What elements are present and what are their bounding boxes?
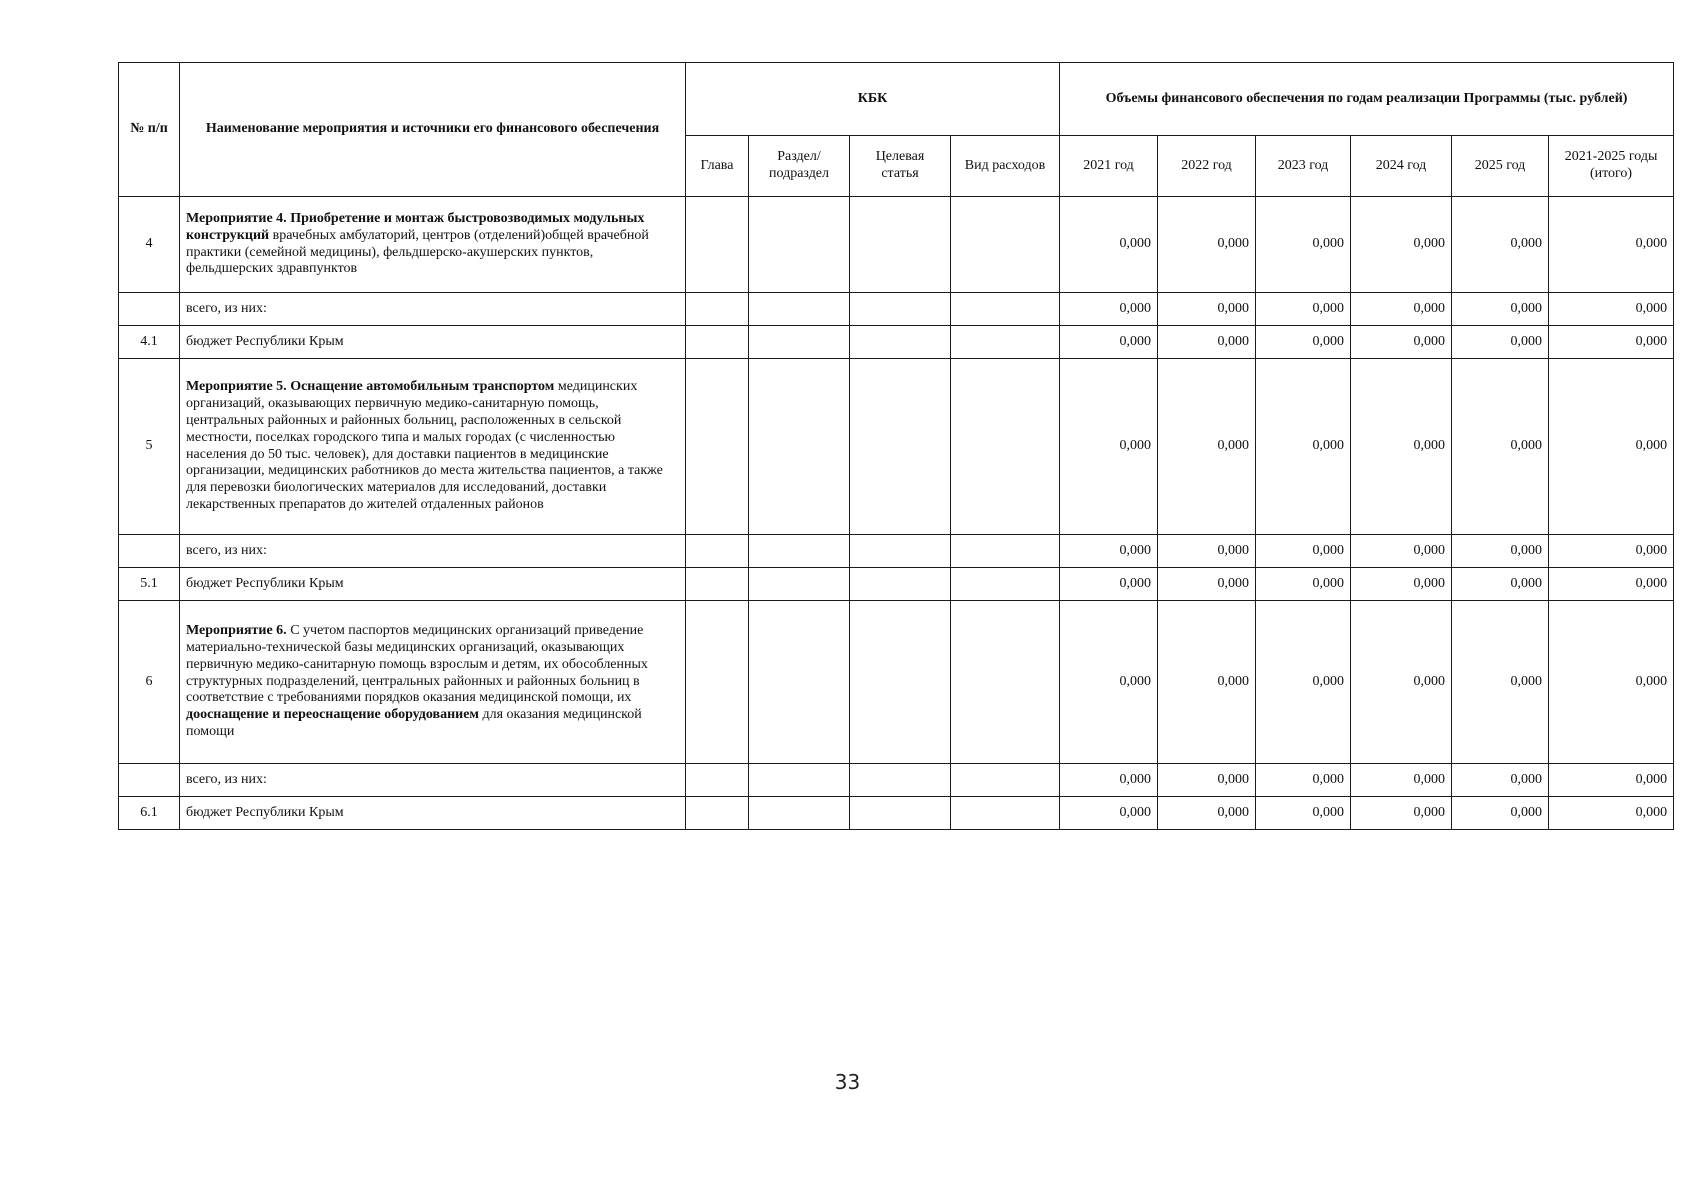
header-kbk-chapter: Глава <box>686 136 749 197</box>
row-num: 5 <box>119 359 180 535</box>
kbk-cell <box>686 568 749 601</box>
row-name: бюджет Республики Крым <box>180 797 686 830</box>
row-text-tail: для оказания медицинской помощи <box>186 707 642 739</box>
kbk-cell <box>686 326 749 359</box>
table-row <box>119 764 1674 797</box>
row-title: Мероприятие 6. <box>186 623 287 639</box>
kbk-cell <box>749 293 850 326</box>
row-title-rest: Приобретение и монтаж быстровозводимых модульных конструкций <box>186 210 645 243</box>
table-row <box>119 568 1674 601</box>
value-2021: 0,000 <box>1060 568 1158 601</box>
kbk-cell <box>850 326 951 359</box>
header-year-2025: 2025 год <box>1452 136 1549 197</box>
value-2022: 0,000 <box>1158 535 1256 568</box>
table-row <box>119 535 1674 568</box>
kbk-cell <box>850 359 951 535</box>
row-num: 6.1 <box>119 797 180 830</box>
value-2025: 0,000 <box>1452 568 1549 601</box>
kbk-cell <box>749 535 850 568</box>
value-2021: 0,000 <box>1060 764 1158 797</box>
row-num <box>119 535 180 568</box>
kbk-cell <box>850 764 951 797</box>
row-text: С учетом паспортов медицинских организаций приведение материально-технической базы медицинских организаций, оказывающих первичную медико-санитарную помощь взрослым и детям, их обособленных структурных подразделений, центральных районных и районных больниц в соответствие с требованиями порядков оказания медицинской помощи, их <box>186 623 648 706</box>
kbk-cell <box>686 535 749 568</box>
table-row <box>119 601 1674 764</box>
kbk-cell <box>951 326 1060 359</box>
value-2022: 0,000 <box>1158 293 1256 326</box>
value-2021: 0,000 <box>1060 797 1158 830</box>
row-title: Мероприятие 4. <box>186 210 287 226</box>
kbk-cell <box>686 359 749 535</box>
kbk-cell <box>749 326 850 359</box>
value-2025: 0,000 <box>1452 197 1549 293</box>
row-text: врачебных амбулаторий, центров (отделений)общей врачебной практики (семейной медицины), фельдшерско-акушерских пунктов, фельдшерских здравпунктов <box>186 227 649 277</box>
header-kbk-type: Вид расходов <box>951 136 1060 197</box>
table-row <box>119 797 1674 830</box>
value-2024: 0,000 <box>1351 359 1452 535</box>
row-num <box>119 293 180 326</box>
value-2024: 0,000 <box>1351 293 1452 326</box>
header-year-2021: 2021 год <box>1060 136 1158 197</box>
kbk-cell <box>850 197 951 293</box>
header-num: № п/п <box>119 63 180 197</box>
header-kbk: КБК <box>686 63 1060 136</box>
header-volumes: Объемы финансового обеспечения по годам реализации Программы (тыс. рублей) <box>1060 63 1674 136</box>
kbk-cell <box>749 197 850 293</box>
value-2021: 0,000 <box>1060 326 1158 359</box>
row-text-bold: дооснащение и переоснащение оборудованием <box>186 707 479 723</box>
value-2023: 0,000 <box>1256 197 1351 293</box>
kbk-cell <box>951 359 1060 535</box>
row-title: Мероприятие 5. <box>186 379 287 395</box>
value-2023: 0,000 <box>1256 535 1351 568</box>
value-2021: 0,000 <box>1060 293 1158 326</box>
header-kbk-article: Целевая статья <box>850 136 951 197</box>
value-total: 0,000 <box>1549 764 1674 797</box>
value-2022: 0,000 <box>1158 797 1256 830</box>
value-2025: 0,000 <box>1452 535 1549 568</box>
kbk-cell <box>951 568 1060 601</box>
value-2022: 0,000 <box>1158 568 1256 601</box>
kbk-cell <box>951 601 1060 764</box>
kbk-cell <box>951 764 1060 797</box>
row-name: всего, из них: <box>180 293 686 326</box>
value-total: 0,000 <box>1549 601 1674 764</box>
header-kbk-section: Раздел/ подраздел <box>749 136 850 197</box>
value-2024: 0,000 <box>1351 764 1452 797</box>
value-2022: 0,000 <box>1158 197 1256 293</box>
kbk-cell <box>686 293 749 326</box>
header-total: 2021-2025 годы (итого) <box>1549 136 1674 197</box>
value-2022: 0,000 <box>1158 764 1256 797</box>
row-num: 4 <box>119 197 180 293</box>
kbk-cell <box>686 764 749 797</box>
value-2023: 0,000 <box>1256 764 1351 797</box>
value-2021: 0,000 <box>1060 359 1158 535</box>
table-row <box>119 359 1674 535</box>
kbk-cell <box>951 197 1060 293</box>
value-2024: 0,000 <box>1351 535 1452 568</box>
kbk-cell <box>686 601 749 764</box>
kbk-cell <box>850 535 951 568</box>
header-year-2024: 2024 год <box>1351 136 1452 197</box>
value-2023: 0,000 <box>1256 601 1351 764</box>
kbk-cell <box>749 764 850 797</box>
value-2023: 0,000 <box>1256 568 1351 601</box>
financing-table <box>118 62 1674 830</box>
row-text: медицинских организаций, оказывающих первичную медико-санитарную помощь, центральных районных и районных больниц, расположенных в сельской местности, поселках городского типа и малых городах (с численностью населения до 50 тыс. человек), для доставки пациентов в медицинские организации, медицинских работников до места жительства пациентов, а также для перевозки биологических материалов для исследований, доставки лекарственных препаратов до жителей отдаленных районов <box>186 379 663 512</box>
value-2021: 0,000 <box>1060 535 1158 568</box>
value-total: 0,000 <box>1549 197 1674 293</box>
value-2023: 0,000 <box>1256 797 1351 830</box>
value-2024: 0,000 <box>1351 797 1452 830</box>
row-title-rest: Оснащение автомобильным транспортом <box>286 379 555 395</box>
value-2025: 0,000 <box>1452 359 1549 535</box>
kbk-cell <box>951 797 1060 830</box>
table-row <box>119 197 1674 293</box>
value-2024: 0,000 <box>1351 601 1452 764</box>
value-2023: 0,000 <box>1256 359 1351 535</box>
value-2025: 0,000 <box>1452 326 1549 359</box>
value-total: 0,000 <box>1549 797 1674 830</box>
kbk-cell <box>850 293 951 326</box>
value-2022: 0,000 <box>1158 601 1256 764</box>
table-row <box>119 293 1674 326</box>
page-number: 33 <box>834 1070 861 1094</box>
value-total: 0,000 <box>1549 293 1674 326</box>
kbk-cell <box>686 197 749 293</box>
kbk-cell <box>951 293 1060 326</box>
table-row <box>119 326 1674 359</box>
value-2025: 0,000 <box>1452 764 1549 797</box>
row-name: бюджет Республики Крым <box>180 568 686 601</box>
kbk-cell <box>749 601 850 764</box>
row-name: всего, из них: <box>180 535 686 568</box>
value-total: 0,000 <box>1549 326 1674 359</box>
row-num: 5.1 <box>119 568 180 601</box>
value-2024: 0,000 <box>1351 326 1452 359</box>
value-2023: 0,000 <box>1256 293 1351 326</box>
kbk-cell <box>951 535 1060 568</box>
row-num: 4.1 <box>119 326 180 359</box>
kbk-cell <box>850 797 951 830</box>
value-total: 0,000 <box>1549 535 1674 568</box>
value-2022: 0,000 <box>1158 359 1256 535</box>
kbk-cell <box>749 797 850 830</box>
kbk-cell <box>850 601 951 764</box>
header-year-2023: 2023 год <box>1256 136 1351 197</box>
row-num <box>119 764 180 797</box>
row-name <box>180 601 686 764</box>
value-2022: 0,000 <box>1158 326 1256 359</box>
value-2023: 0,000 <box>1256 326 1351 359</box>
value-2025: 0,000 <box>1452 601 1549 764</box>
value-2025: 0,000 <box>1452 293 1549 326</box>
header-year-2022: 2022 год <box>1158 136 1256 197</box>
kbk-cell <box>749 359 850 535</box>
value-2024: 0,000 <box>1351 197 1452 293</box>
value-2024: 0,000 <box>1351 568 1452 601</box>
row-name: бюджет Республики Крым <box>180 326 686 359</box>
value-total: 0,000 <box>1549 568 1674 601</box>
row-name <box>180 359 686 535</box>
value-2021: 0,000 <box>1060 197 1158 293</box>
kbk-cell <box>749 568 850 601</box>
value-total: 0,000 <box>1549 359 1674 535</box>
row-num: 6 <box>119 601 180 764</box>
value-2025: 0,000 <box>1452 797 1549 830</box>
value-2021: 0,000 <box>1060 601 1158 764</box>
kbk-cell <box>686 797 749 830</box>
header-name: Наименование мероприятия и источники его финансового обеспечения <box>180 63 686 197</box>
row-name <box>180 197 686 293</box>
row-name: всего, из них: <box>180 764 686 797</box>
kbk-cell <box>850 568 951 601</box>
